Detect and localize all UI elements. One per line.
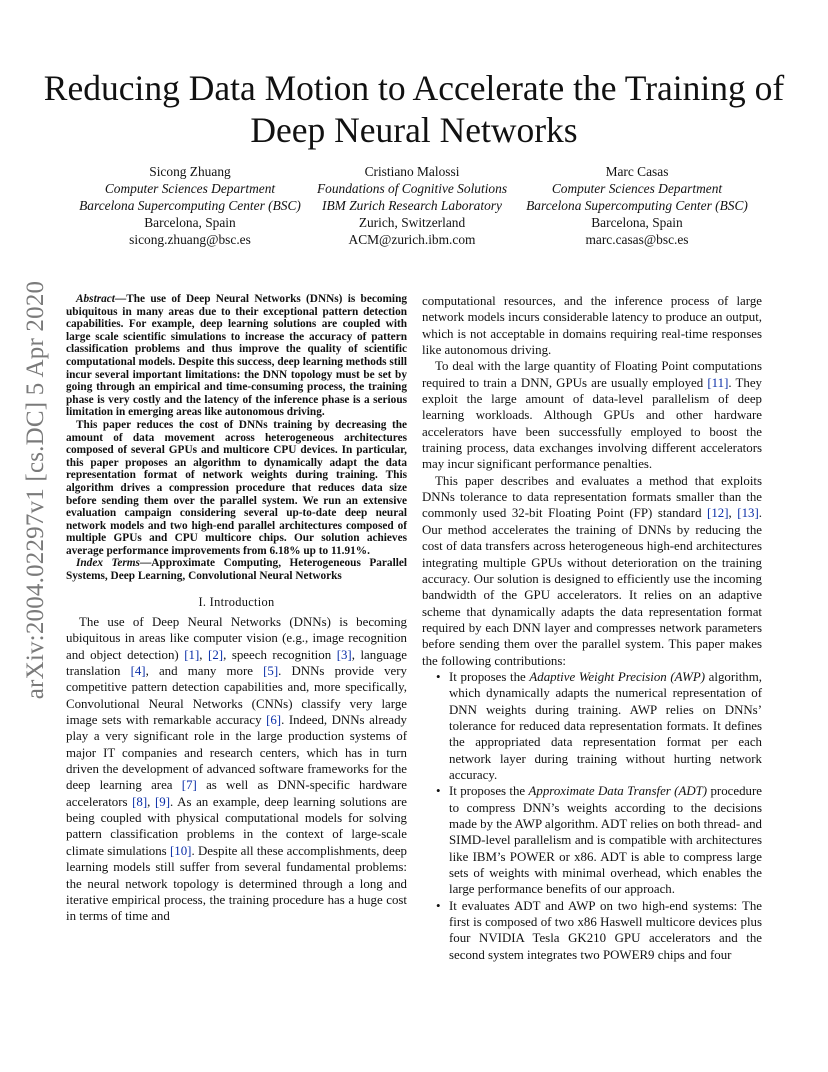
- author-email: marc.casas@bsc.es: [585, 232, 689, 247]
- author-location: Barcelona, Spain: [144, 215, 236, 230]
- author-department: Computer Sciences Department: [104, 181, 276, 196]
- abstract-paragraph: [66, 419, 407, 558]
- citation-link[interactable]: [2]: [208, 647, 224, 662]
- author-name: Cristiano Malossi: [364, 164, 460, 179]
- author-location: Zurich, Switzerland: [358, 215, 466, 230]
- index-terms: Index Terms—Approximate Computing, Heterogeneous Parallel Systems, Deep Learning, Convolutional Neural Networks: [66, 557, 407, 583]
- citation-link[interactable]: [4]: [130, 664, 146, 679]
- citation-link[interactable]: [13]: [737, 506, 759, 521]
- abstract-label: Abstract: [76, 293, 115, 305]
- author-department: Computer Sciences Department: [551, 181, 723, 196]
- citation-link[interactable]: [6]: [266, 713, 282, 728]
- left-column: [66, 293, 407, 925]
- body-paragraph-continued: computational resources, and the inference process of large network models incurs considerable latency to produce an output, which is not acceptable in domains requiring real-time responses like autonomous driving.: [422, 294, 762, 358]
- citation-link[interactable]: [11]: [707, 375, 729, 390]
- list-item: • It evaluates ADT and AWP on two high-end systems: The first is composed of two x86 Haswell multicore devices plus four NVIDIA Tesla GK210 GPU accelerators and the second system integrates two POWER9 chips and four: [422, 898, 762, 963]
- citation-link[interactable]: [3]: [336, 647, 352, 662]
- abstract-paragraph: Abstract—The use of Deep Neural Networks (DNNs) is becoming ubiquitous in many areas due to their exceptional pattern detection capabilities. For example, deep learning solutions are coupled with large scale scientific simulations to increase the accuracy of pattern classification problems and thus improve the quality of scientific computational models. Despite this success, deep learning methods still incur several important limitations: the DNN topology must be set by going through an empirical and time-consuming process, the training phase is very costly and the latency of the inference phase is a serious limitation in emerging areas like autonomous driving.: [66, 293, 407, 419]
- author-name: Sicong Zhuang: [149, 164, 231, 179]
- author-department: Foundations of Cognitive Solutions: [316, 181, 508, 196]
- author-email: sicong.zhuang@bsc.es: [129, 232, 251, 247]
- author-organization: Barcelona Supercomputing Center (BSC): [526, 198, 748, 213]
- paper-title: Reducing Data Motion to Accelerate the Training of Deep Neural Networks: [43, 68, 785, 150]
- body-paragraph: The use of Deep Neural Networks (DNNs) is becoming ubiquitous in areas like computer vision (e.g., image recognition and object detection) [1], [2], speech recognition [3], language translation [4], and many more [5]. DNNs provide very competitive pattern detection capabilities and, more specifically, Convolutional Neural Networks (CNNs) classify very large image sets with remarkable accuracy [6]. Indeed, DNNs already play a very significant role in the large production systems of major IT companies and research centers, which has in turn driven the development of advanced software frameworks for the deep learning area [7] as well as DNN-specific hardware accelerators [8], [9]. As an example, deep learning solutions are being coupled with physical computational models for solving pattern classification problems in the context of large-scale climate simulations [10]. Despite all these accomplishments, deep learning models still suffer from several fundamental problems: the neural network topology is determined through a long and iterative empirical process, the training procedure has a huge cost in terms of time and: [66, 615, 408, 924]
- arxiv-identifier: arXiv:2004.02297v1 [cs.DC] 5 Apr 2020: [22, 280, 49, 700]
- abstract-text: This paper reduces the cost of DNNs training by decreasing the amount of data movement across heterogeneous architectures composed of several GPUs and multicore CPU devices. In particular, this paper proposes an algorithm to dynamically adapt the data representation format of network weights during training. This algorithm drives a compression procedure that reduces data size before sending them over the parallel system. We run an extensive evaluation campaign considering several up-to-date deep neural network models and two high-end parallel architectures composed of multiple GPUs and CPU multicore chips. Our solution achieves average performance improvements from 6.18% up to 11.91%.: [66, 418, 407, 557]
- list-item: • It proposes the Adaptive Weight Precision (AWP) algorithm, which dynamically adapts the numerical representation of DNN weights during training. AWP relies on DNNs’ tolerance for reduced data representation formats. It defines the appropriated data representation format per each network layer during training without hurting network accuracy.: [422, 669, 762, 783]
- citation-link[interactable]: [9]: [155, 794, 171, 809]
- author-block: [512, 163, 762, 248]
- citation-link[interactable]: [7]: [181, 778, 197, 793]
- citation-link[interactable]: [12]: [707, 506, 729, 521]
- arxiv-sidebar: [20, 280, 52, 700]
- author-organization: IBM Zurich Research Laboratory: [322, 198, 502, 213]
- author-location: Barcelona, Spain: [591, 215, 683, 230]
- abstract: [66, 293, 407, 583]
- abstract-text: The use of Deep Neural Networks (DNNs) is becoming ubiquitous in many areas due to their exceptional pattern detection capabilities. For example, deep learning solutions are coupled with large scale scientific simulations to increase the accuracy of pattern classification problems and thus improve the quality of scientific computational models. Despite this success, deep learning methods still incur several important limitations: the DNN topology must be set by going through an empirical and time-consuming process, the training phase is very costly and the latency of the inference phase is a serious limitation in emerging areas like autonomous driving.: [66, 293, 407, 419]
- list-item: • It proposes the Approximate Data Transfer (ADT) procedure to compress DNN’s weights according to the decisions made by the AWP algorithm. ADT relies on both thread- and SIMD-level parallelism and is compatible with architectures like IBM’s POWER or x86. ADT is able to compress large sets of weights with minimal overhead, which enables the large performance benefits of our approach.: [422, 783, 762, 897]
- author-email: ACM@zurich.ibm.com: [348, 232, 476, 247]
- body-paragraph: To deal with the large quantity of Floating Point computations required to train a DNN, GPUs are usually employed [11]. They exploit the large amount of data-level parallelism of deep learning workloads. Although GPUs and other hardware accelerators have been successfully employed to boost the training process, data exchanges involving different accelerators may incur significant performance penalties.: [422, 359, 762, 472]
- author-block: [287, 163, 537, 248]
- section-heading: I. Introduction: [198, 594, 275, 609]
- body-paragraph: This paper describes and evaluates a method that exploits DNNs tolerance to data representation formats smaller than the commonly used 32-bit Floating Point (FP) standard [12], [13]. Our method accelerates the training of DNNs by reducing the cost of data transfers across heterogeneous high-end architectures integrating multiple GPUs without deterioration on the training accuracy. Our solution is designed to efficiently use the incoming bandwidth of the GPU accelerators. It relies on an adaptive scheme that dynamically adapts the data representation format required by each DNN layer and compresses network parameters before sending them over the parallel system. This paper makes the following contributions:: [422, 473, 762, 668]
- citation-link[interactable]: [5]: [263, 664, 279, 679]
- index-terms-label: Index Terms: [76, 557, 140, 570]
- author-organization: Barcelona Supercomputing Center (BSC): [79, 198, 301, 213]
- author-block: [65, 163, 315, 248]
- citation-link[interactable]: [10]: [169, 843, 192, 858]
- right-column: [422, 293, 762, 963]
- author-name: Marc Casas: [605, 164, 669, 179]
- contribution-list: [422, 669, 762, 963]
- citation-link[interactable]: [8]: [132, 794, 148, 809]
- citation-link[interactable]: [1]: [184, 647, 200, 662]
- index-terms-text: Approximate Computing, Heterogeneous Parallel Systems, Deep Learning, Convolutional Neural Networks: [66, 557, 407, 583]
